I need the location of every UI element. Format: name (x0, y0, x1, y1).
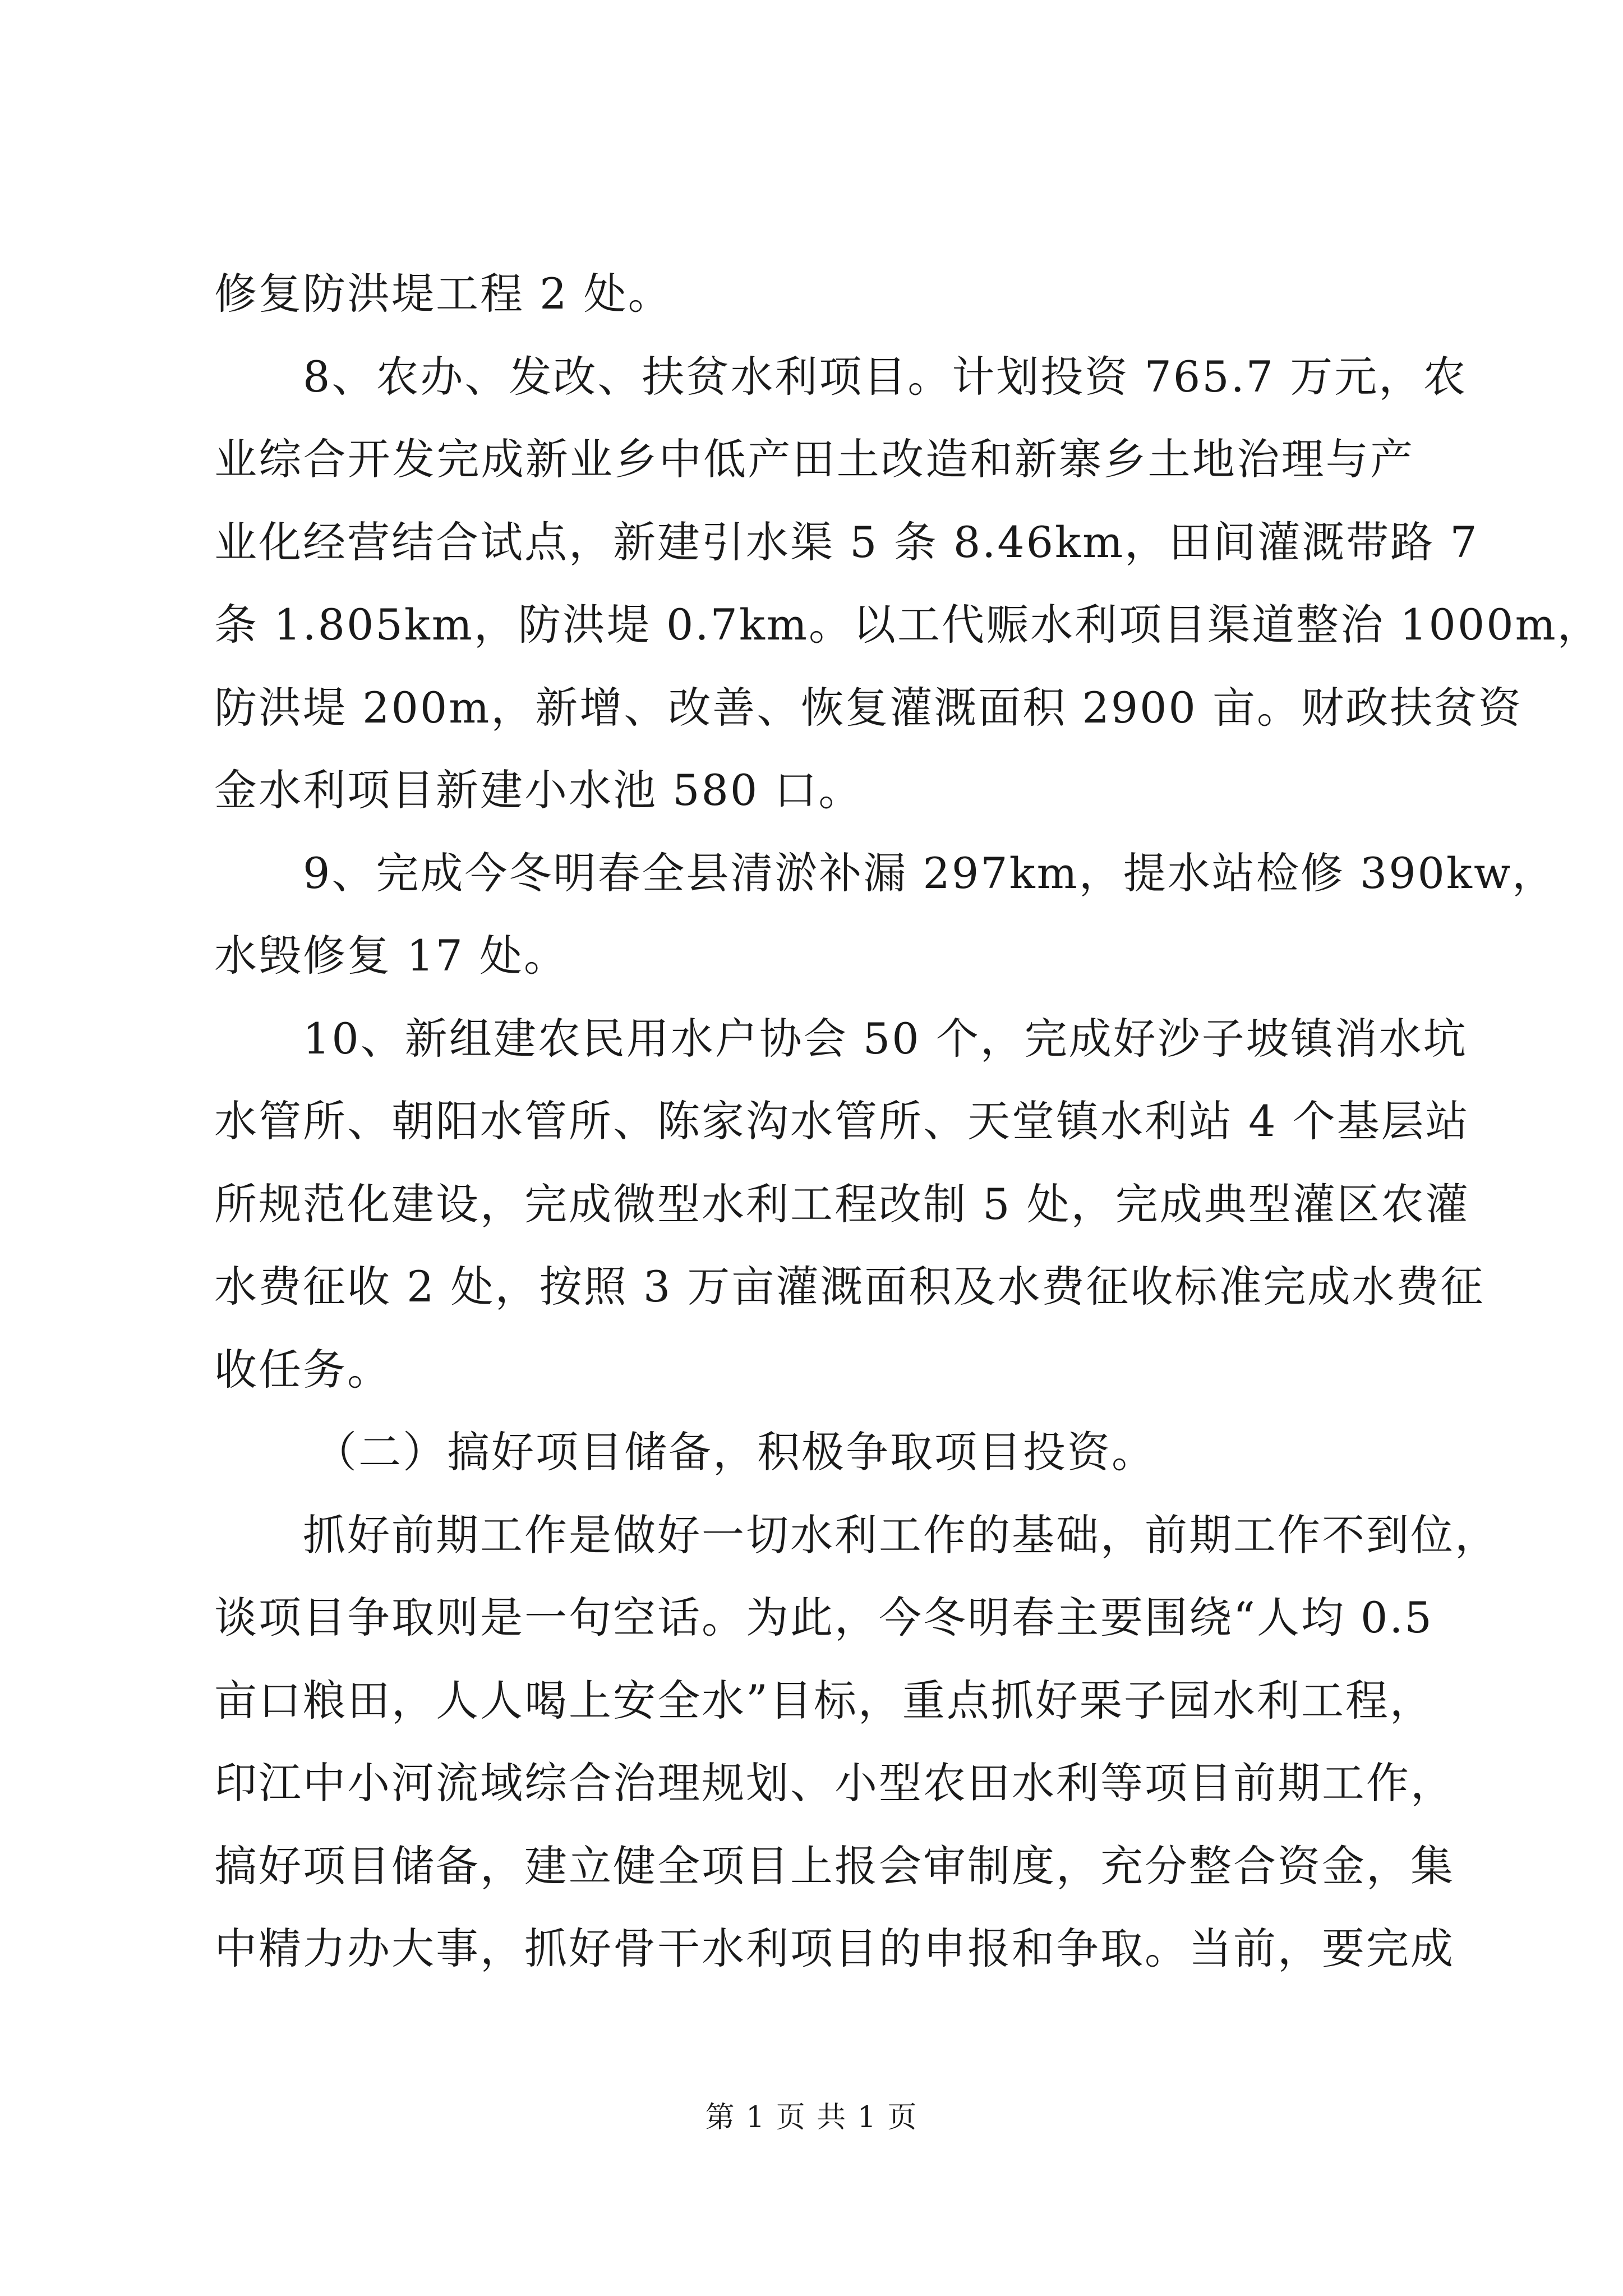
page-footer: 第 1 页 共 1 页 (705, 2101, 918, 2134)
text-line: 所规范化建设，完成微型水利工程改制 5 处，完成典型灌区农灌 (214, 1179, 1470, 1229)
text-line: 10、新组建农民用水户协会 50 个，完成好沙子坡镇消水坑 (303, 1013, 1468, 1064)
text-line: 亩口粮田，人人喝上安全水”目标，重点抓好栗子园水利工程， (214, 1675, 1434, 1726)
text-line: 业化经营结合试点，新建引水渠 5 条 8.46km，田间灌溉带路 7 (214, 517, 1479, 567)
text-line: 条 1.805km，防洪堤 0.7km。以工代赈水利项目渠道整治 1000m， (214, 600, 1602, 650)
text-line: 9、完成今冬明春全县清淤补漏 297km，提水站检修 390kw， (303, 848, 1557, 898)
text-line: 防洪堤 200m，新增、改善、恢复灌溉面积 2900 亩。财政扶贫资 (214, 682, 1523, 733)
document-body (214, 252, 1602, 1990)
text-line: 水毁修复 17 处。 (214, 931, 569, 981)
text-line: 水管所、朝阳水管所、陈家沟水管所、天堂镇水利站 4 个基层站 (214, 1096, 1470, 1146)
text-line: 中精力办大事，抓好骨干水利项目的申报和争取。当前，要完成 (214, 1924, 1455, 1973)
text-line: 印江中小河流域综合治理规划、小型农田水利等项目前期工作， (214, 1758, 1455, 1808)
text-line: 谈项目争取则是一句空话。为此，今冬明春主要围绕“人均 0.5 (214, 1593, 1433, 1642)
text-line: 水费征收 2 处，按照 3 万亩灌溉面积及水费征收标准完成水费征 (214, 1262, 1485, 1312)
text-line: 业综合开发完成新业乡中低产田土改造和新寨乡土地治理与产 (214, 434, 1414, 484)
text-line: 抓好前期工作是做好一切水利工作的基础，前期工作不到位， (303, 1510, 1499, 1560)
text-line: 修复防洪堤工程 2 处。 (214, 269, 672, 319)
text-line: 8、农办、发改、扶贫水利项目。计划投资 765.7 万元，农 (303, 351, 1468, 402)
text-line: 搞好项目储备，建立健全项目上报会审制度，充分整合资金，集 (214, 1841, 1455, 1891)
text-line: 收任务。 (214, 1344, 391, 1395)
text-line: 金水利项目新建小水池 580 口。 (214, 765, 863, 815)
section-heading: （二）搞好项目储备，积极争取项目投资。 (314, 1427, 1156, 1477)
